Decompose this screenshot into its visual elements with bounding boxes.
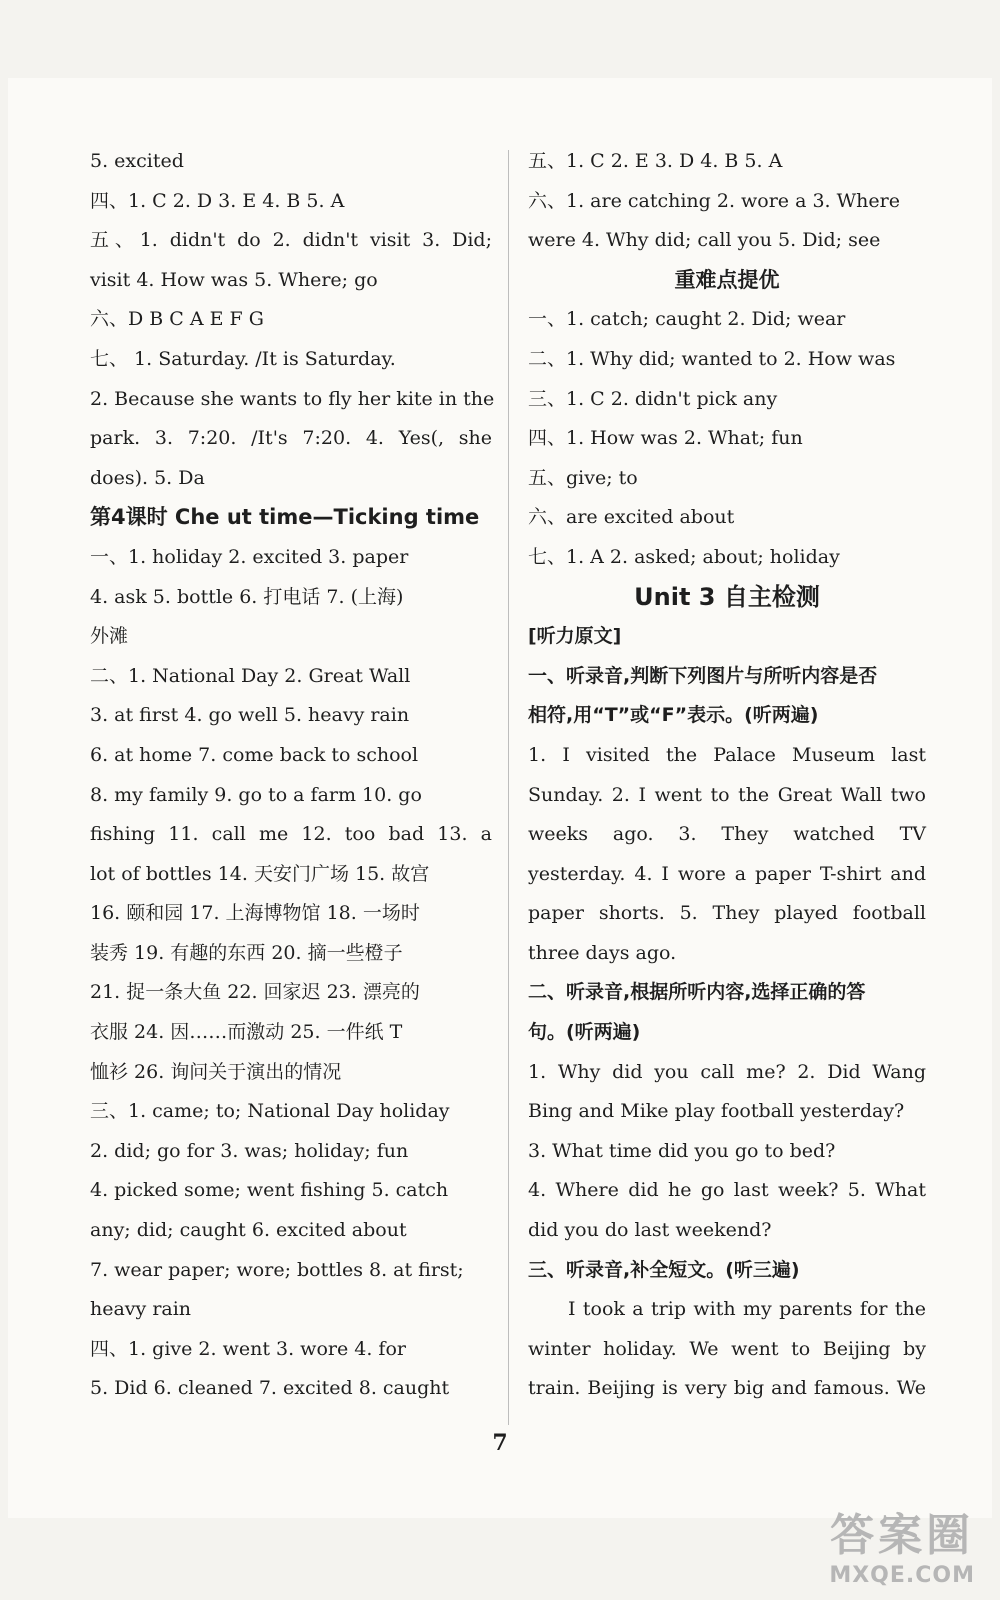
answer-line: 五、1. didn't do 2. didn't visit 3. Did;: [90, 229, 492, 252]
transcript-line: Sunday. 2. I went to the Great Wall two: [528, 783, 926, 806]
answer-line: visit 4. How was 5. Where; go: [90, 268, 378, 291]
answer-line: any; did; caught 6. excited about: [90, 1219, 407, 1242]
answer-line: does). 5. Da: [90, 466, 205, 489]
answer-line: 外滩: [90, 625, 129, 648]
transcript-line: train. Beijing is very big and famous. We: [528, 1377, 926, 1400]
answer-line: 3. at first 4. go well 5. heavy rain: [90, 704, 410, 727]
transcript-line: three days ago.: [528, 941, 677, 964]
section-instruction: 三、听录音,补全短文。(听三遍): [528, 1258, 800, 1281]
left-column: [90, 142, 495, 1409]
lesson-heading: 第4课时 Che ut time—Ticking time: [90, 505, 480, 530]
answer-line: 六、1. are catching 2. wore a 3. Where: [528, 189, 900, 212]
answer-line: 8. my family 9. go to a farm 10. go: [90, 783, 422, 806]
answer-line: 五、1. C 2. E 3. D 4. B 5. A: [528, 150, 783, 172]
answer-line: 2. did; go for 3. was; holiday; fun: [90, 1139, 409, 1162]
answer-line: 衣服 24. 因……而激动 25. 一件纸 T: [90, 1021, 403, 1044]
answer-line: heavy rain: [90, 1298, 192, 1321]
answer-line: 二、1. National Day 2. Great Wall: [90, 664, 411, 687]
answer-line: 二、1. Why did; wanted to 2. How was: [528, 347, 896, 370]
answer-line: 4. ask 5. bottle 6. 打电话 7. (上海): [90, 585, 404, 608]
answer-line: 七、1. A 2. asked; about; holiday: [528, 545, 840, 568]
transcript-line: 4. Where did he go last week? 5. What: [528, 1179, 926, 1202]
transcript-line: did you do last weekend?: [528, 1219, 772, 1242]
answer-line: 一、1. catch; caught 2. Did; wear: [528, 308, 846, 331]
answer-line: 七、 1. Saturday. /It is Saturday.: [90, 347, 396, 370]
answer-line: 四、1. How was 2. What; fun: [528, 427, 803, 450]
watermark-logo: 答案圈: [830, 1510, 975, 1561]
transcript-line: 1. Why did you call me? 2. Did Wang: [528, 1060, 926, 1083]
answer-line: park. 3. 7:20. /It's 7:20. 4. Yes(, she: [90, 427, 492, 450]
answer-line: 装秀 19. 有趣的东西 20. 摘一些橙子: [90, 941, 403, 964]
unit-heading: Unit 3 自主检测: [634, 582, 820, 611]
answer-line: 三、1. came; to; National Day holiday: [90, 1100, 450, 1123]
answer-line: 六、D B C A E F G: [90, 308, 264, 331]
answer-line: fishing 11. call me 12. too bad 13. a: [90, 823, 492, 846]
transcript-line: yesterday. 4. I wore a paper T-shirt and: [528, 862, 926, 885]
answer-line: 恤衫 26. 询问关于演出的情况: [90, 1060, 342, 1083]
answer-line: 6. at home 7. come back to school: [90, 743, 419, 766]
answer-line: 2. Because she wants to fly her kite in the: [90, 387, 495, 410]
page-number: 7: [492, 1430, 508, 1456]
answer-line: 四、1. C 2. D 3. E 4. B 5. A: [90, 189, 345, 212]
answer-line: 四、1. give 2. went 3. wore 4. for: [90, 1337, 406, 1360]
section-label: [听力原文]: [528, 625, 622, 648]
transcript-line: 1. I visited the Palace Museum last: [528, 743, 926, 766]
answer-line: 六、are excited about: [528, 506, 735, 529]
column-divider: [508, 150, 509, 1425]
answer-line: 21. 捉一条大鱼 22. 回家迟 23. 漂亮的: [90, 981, 420, 1004]
section-heading: 重难点提优: [674, 267, 780, 292]
transcript-line: 3. What time did you go to bed?: [528, 1139, 836, 1162]
answer-line: 5. Did 6. cleaned 7. excited 8. caught: [90, 1377, 450, 1400]
section-instruction: 句。(听两遍): [528, 1021, 641, 1044]
answer-line: 7. wear paper; wore; bottles 8. at first;: [90, 1258, 464, 1281]
section-instruction: 相符,用“T”或“F”表示。(听两遍): [528, 704, 819, 727]
watermark-url: MXQE.COM: [829, 1563, 975, 1588]
answer-line: 4. picked some; went fishing 5. catch: [90, 1179, 449, 1202]
transcript-line: winter holiday. We went to Beijing by: [528, 1337, 926, 1360]
answer-line: 一、1. holiday 2. excited 3. paper: [90, 545, 409, 568]
answer-line: 五、give; to: [528, 466, 638, 489]
site-watermark: [829, 1499, 975, 1588]
answer-line: 5. excited: [90, 150, 184, 172]
answer-line: 三、1. C 2. didn't pick any: [528, 387, 778, 410]
answer-line: 16. 颐和园 17. 上海博物馆 18. 一场时: [90, 902, 420, 925]
section-instruction: 二、听录音,根据所听内容,选择正确的答: [528, 981, 866, 1004]
section-instruction: 一、听录音,判断下列图片与所听内容是否: [528, 664, 878, 687]
answer-line: were 4. Why did; call you 5. Did; see: [528, 229, 881, 252]
transcript-line: Bing and Mike play football yesterday?: [528, 1100, 905, 1123]
transcript-line: paper shorts. 5. They played football: [528, 902, 926, 925]
transcript-line: I took a trip with my parents for the: [568, 1298, 926, 1321]
transcript-line: weeks ago. 3. They watched TV: [528, 823, 926, 846]
answer-line: lot of bottles 14. 天安门广场 15. 故宫: [90, 862, 430, 885]
right-column: [528, 142, 926, 1409]
